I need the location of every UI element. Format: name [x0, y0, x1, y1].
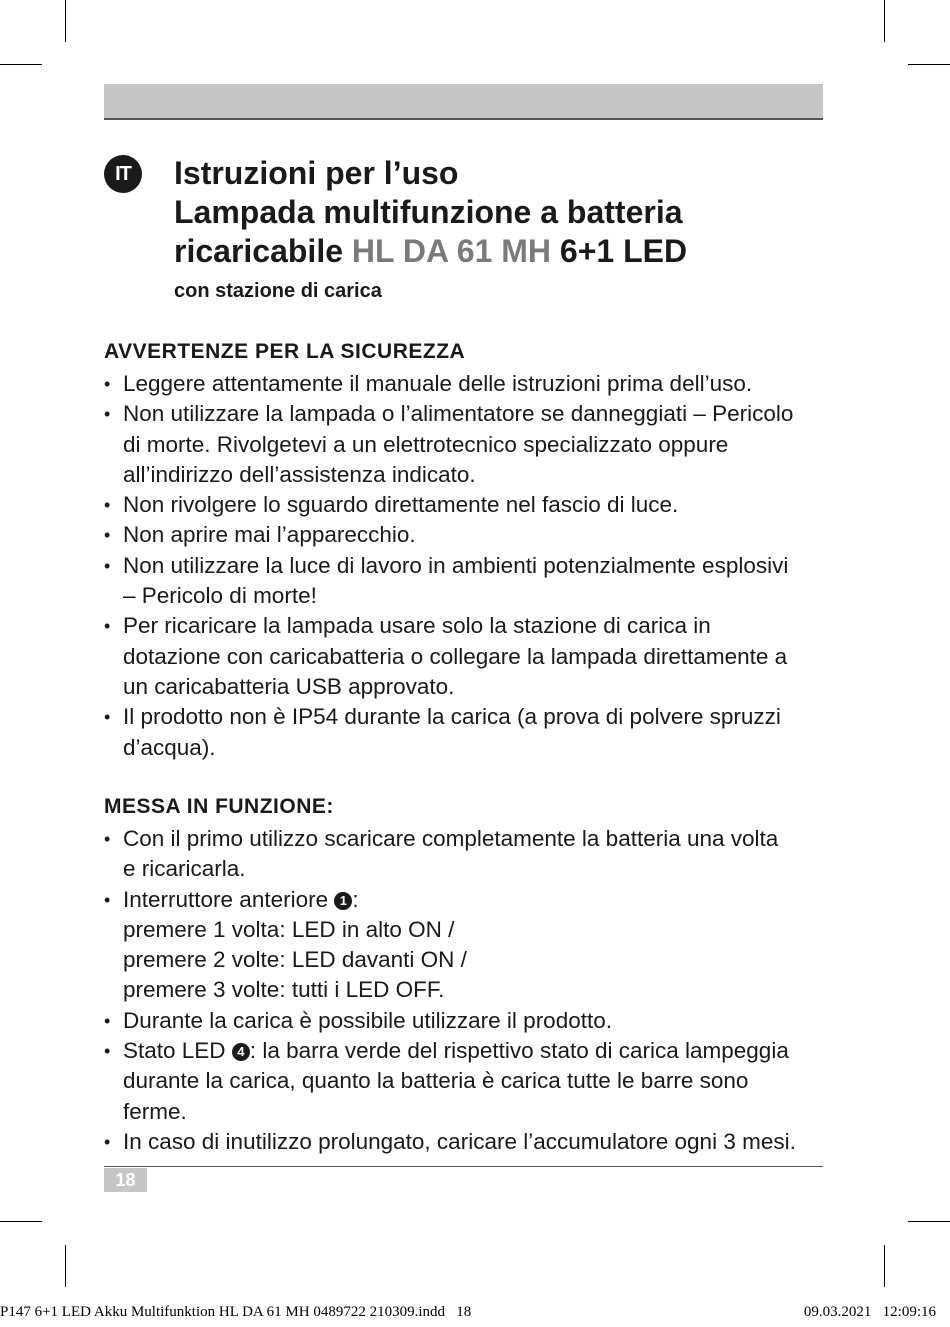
list-item-line: • Non utilizzare la lampada o l’alimentatore se danneggiati – Pericolo: [123, 401, 794, 427]
safety-list: [104, 369, 834, 763]
list-item: [104, 490, 834, 520]
list-item-line: • Per ricaricare la lampada usare solo la stazione di carica in: [123, 613, 711, 639]
title-line-3: [174, 232, 854, 271]
list-item: [104, 1127, 834, 1157]
page-number: 18: [104, 1168, 147, 1192]
list-item: [104, 399, 834, 490]
switch-label: Interruttore anteriore: [123, 886, 335, 912]
footer-divider: [104, 1166, 823, 1167]
crop-mark: [908, 64, 950, 65]
reference-number-icon: 1: [334, 892, 352, 910]
list-item-line: • Durante la carica è possibile utilizzare il prodotto.: [123, 1007, 612, 1033]
switch-colon: :: [352, 886, 359, 912]
list-item-line: premere 3 volte: tutti i LED OFF.: [123, 977, 445, 1003]
led-status-text: : la barra verde del rispettivo stato di carica lampeggia: [249, 1038, 789, 1064]
list-item-line: • Non rivolgere lo sguardo direttamente nel fascio di luce.: [123, 492, 679, 518]
list-item-line: • In caso di inutilizzo prolungato, caricare l’accumulatore ogni 3 mesi.: [123, 1128, 796, 1154]
list-item-line: premere 1 volta: LED in alto ON /: [123, 916, 455, 942]
list-item: [104, 885, 834, 1006]
crop-mark: [884, 1245, 885, 1287]
crop-mark: [65, 1245, 66, 1287]
list-item-line: un caricabatteria USB approvato.: [123, 673, 455, 699]
print-slug-file: P147 6+1 LED Akku Multifunktion HL DA 61 MH 0489722 210309.indd 18: [0, 1304, 472, 1320]
title-suffix: 6+1 LED: [551, 233, 688, 269]
list-item: [104, 824, 834, 885]
safety-heading: AVVERTENZE PER LA SICUREZZA: [104, 340, 466, 363]
header-bar: [104, 84, 823, 120]
list-item-line: ferme.: [123, 1098, 187, 1124]
list-item-line: [123, 885, 834, 915]
list-item-line: – Pericolo di morte!: [123, 583, 317, 609]
title-line-2: Lampada multifunzione a batteria: [174, 194, 683, 230]
title-line-1: Istruzioni per l’uso: [174, 155, 459, 191]
list-item: [104, 369, 834, 399]
language-badge: IT: [104, 155, 142, 193]
list-item-line: d’acqua).: [123, 734, 216, 760]
list-item: [104, 551, 834, 612]
operation-heading: MESSA IN FUNZIONE:: [104, 795, 334, 818]
list-item-line: [123, 1036, 834, 1066]
list-item: [104, 611, 834, 702]
model-name: HL DA 61 MH: [351, 233, 552, 269]
list-item-line: e ricaricarla.: [123, 856, 246, 882]
list-item-line: dotazione con caricabatteria o collegare la lampada direttamente a: [123, 643, 788, 669]
list-item: [104, 702, 834, 763]
list-item-line: all’indirizzo dell’assistenza indicato.: [123, 461, 476, 487]
list-item-line: premere 2 volte: LED davanti ON /: [123, 947, 467, 973]
list-item-line: • Il prodotto non è IP54 durante la carica (a prova di polvere spruzzi: [123, 704, 781, 730]
page-subtitle: con stazione di carica: [174, 280, 382, 302]
list-item-line: di morte. Rivolgetevi a un elettrotecnico specializzato oppure: [123, 431, 729, 457]
list-item: [104, 1006, 834, 1036]
list-item-line: • Non aprire mai l’apparecchio.: [123, 522, 416, 548]
crop-mark: [884, 0, 885, 42]
crop-mark: [0, 1221, 42, 1222]
title-prefix: ricaricabile: [174, 233, 352, 269]
list-item-line: durante la carica, quanto la batteria è carica tutte le barre sono: [123, 1068, 749, 1094]
print-slug-date: 09.03.2021 12:09:16: [803, 1304, 936, 1320]
list-item: [104, 520, 834, 550]
list-item-line: • Leggere attentamente il manuale delle istruzioni prima dell’uso.: [123, 371, 753, 396]
crop-mark: [0, 64, 42, 65]
list-item-line: • Con il primo utilizzo scaricare completamente la batteria una volta: [123, 826, 779, 851]
list-item-line: • Non utilizzare la luce di lavoro in ambienti potenzialmente esplosivi: [123, 552, 789, 578]
page-title: [174, 154, 854, 271]
reference-number-icon: 4: [232, 1043, 250, 1061]
led-status-label: Stato LED: [123, 1038, 232, 1064]
crop-mark: [65, 0, 66, 42]
crop-mark: [908, 1221, 950, 1222]
operation-list: [104, 824, 834, 1157]
list-item: [104, 1036, 834, 1127]
